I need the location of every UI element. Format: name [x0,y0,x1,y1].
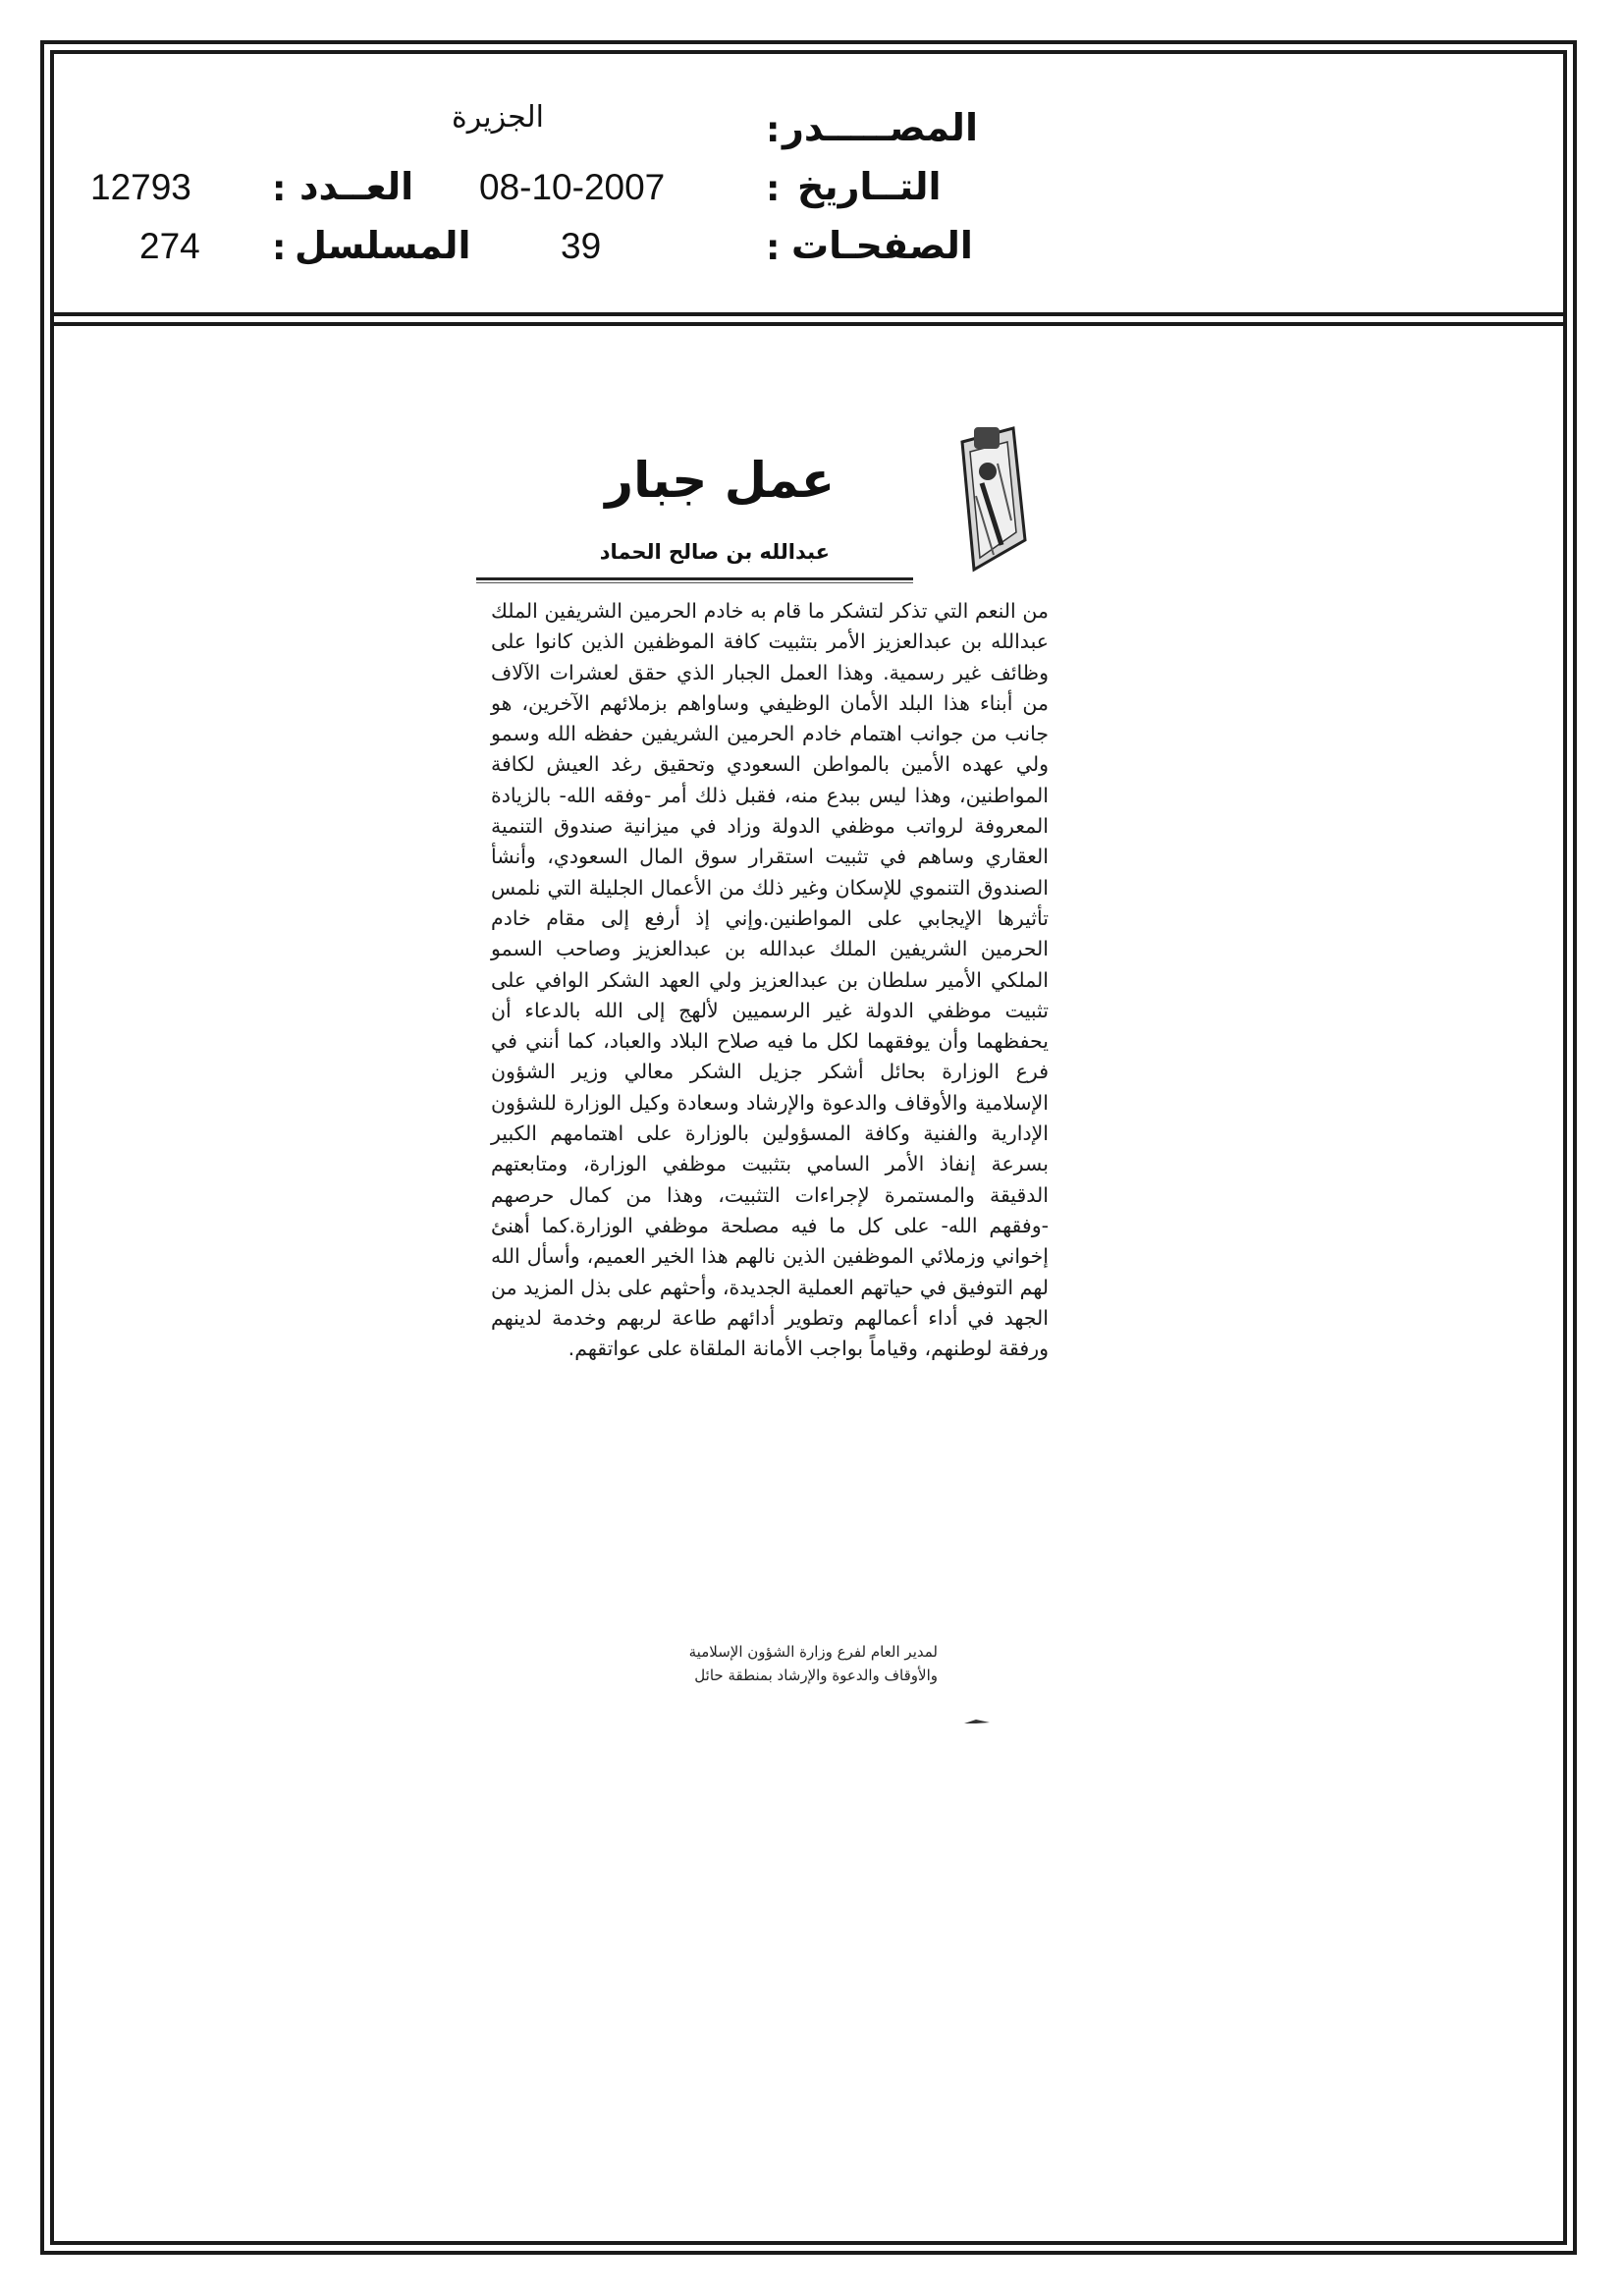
article-title: عمل جبار [605,452,835,509]
pages-colon: : [766,228,781,268]
signature-block [501,1640,938,1687]
author-underline-thin [476,582,913,583]
signature-line-1: لمدير العام لفرع وزارة الشؤون الإسلامية [688,1643,938,1661]
date-label: التــاريخ [797,165,942,208]
date-colon: : [766,169,781,209]
pages-value: 39 [561,226,602,266]
issue-label: العــدد [299,165,414,208]
article-clipping [471,422,1051,1738]
serial-value: 274 [139,226,200,266]
article-author: عبدالله بن صالح الحماد [599,540,830,564]
header-divider [50,312,1567,316]
author-underline [476,577,913,580]
pages-label: الصفحـات [791,224,973,267]
issue-value: 12793 [90,167,191,207]
issue-colon: : [272,169,287,209]
source-colon: : [766,110,781,150]
date-value: 08-10-2007 [479,167,666,207]
serial-label: المسلسل [295,224,471,267]
serial-colon: : [272,228,287,268]
column-logo-icon [903,422,1036,574]
source-value: الجزيرة [452,100,545,135]
source-label: المصـــــدر [783,106,978,149]
end-mark-icon [962,1719,992,1724]
article-body: من النعم التي تذكر لتشكر ما قام به خادم الحرمين الشريفين الملك عبدالله بن عبدالعزيز الأمر بتثبيت كافة الموظفين الذين كانوا على وظائف غير رسمية. وهذا العمل الجبار الذي حقق لعشرات الآلاف من أبناء هذا البلد الأمان الوظيفي وساواهم بزملائهم الآخرين، هو جانب من جوانب اهتمام خادم الحرمين الشريفين حفظه الله وسمو ولي عهده الأمين بالمواطن السعودي وتحقيق رغد العيش لكافة المواطنين، وهذا ليس ببدع منه، فقبل ذلك أمر -وفقه الله- بالزيادة المعروفة لرواتب موظفي الدولة وزاد في ميزانية صندوق التنمية العقاري وساهم في تثبيت استقرار سوق المال السعودي، وأنشأ الصندوق التنموي للإسكان وغير ذلك من الأعمال الجليلة التي نلمس تأثيرها الإيجابي على المواطنين.وإني إذ أرفع إلى مقام خادم الحرمين الشريفين الملك عبدالله بن عبدالعزيز وصاحب السمو الملكي الأمير سلطان بن عبدالعزيز ولي العهد الشكر الوافي على تثبيت موظفي الدولة غير الرسميين لألهج إلى الله بالدعاء أن يحفظهما وأن يوفقهما لكل ما فيه صلاح البلاد والعباد، كما أنني في فرع الوزارة بحائل أشكر جزيل الشكر معالي وزير الشؤون الإسلامية والأوقاف والدعوة والإرشاد وسعادة وكيل الوزارة للشؤون الإدارية والفنية وكافة المسؤولين بالوزارة على اهتمامهم الكبير بسرعة إنفاذ الأمر السامي بتثبيت موظفي الوزارة، ومتابعتهم الدقيقة والمستمرة لإجراءات التثبيت، وهذا من كمال حرصهم -وفقهم الله- على كل ما فيه مصلحة موظفي الوزارة.كما أهنئ إخواني وزملائي الموظفين الذين نالهم هذا الخير العميم، وأسأل الله لهم التوفيق في حياتهم العملية الجديدة، وأحثهم على بذل المزيد من الجهد في أداء أعمالهم وتطوير أدائهم طاعة لربهم وخدمة لدينهم ورفقة لوطنهم، وقياماً بواجب الأمانة الملقاة على عواتقهم. [491,599,1049,1361]
signature-line-2: والأوقاف والدعوة والإرشاد بمنطقة حائل [694,1667,938,1684]
header-divider-secondary [50,322,1567,326]
